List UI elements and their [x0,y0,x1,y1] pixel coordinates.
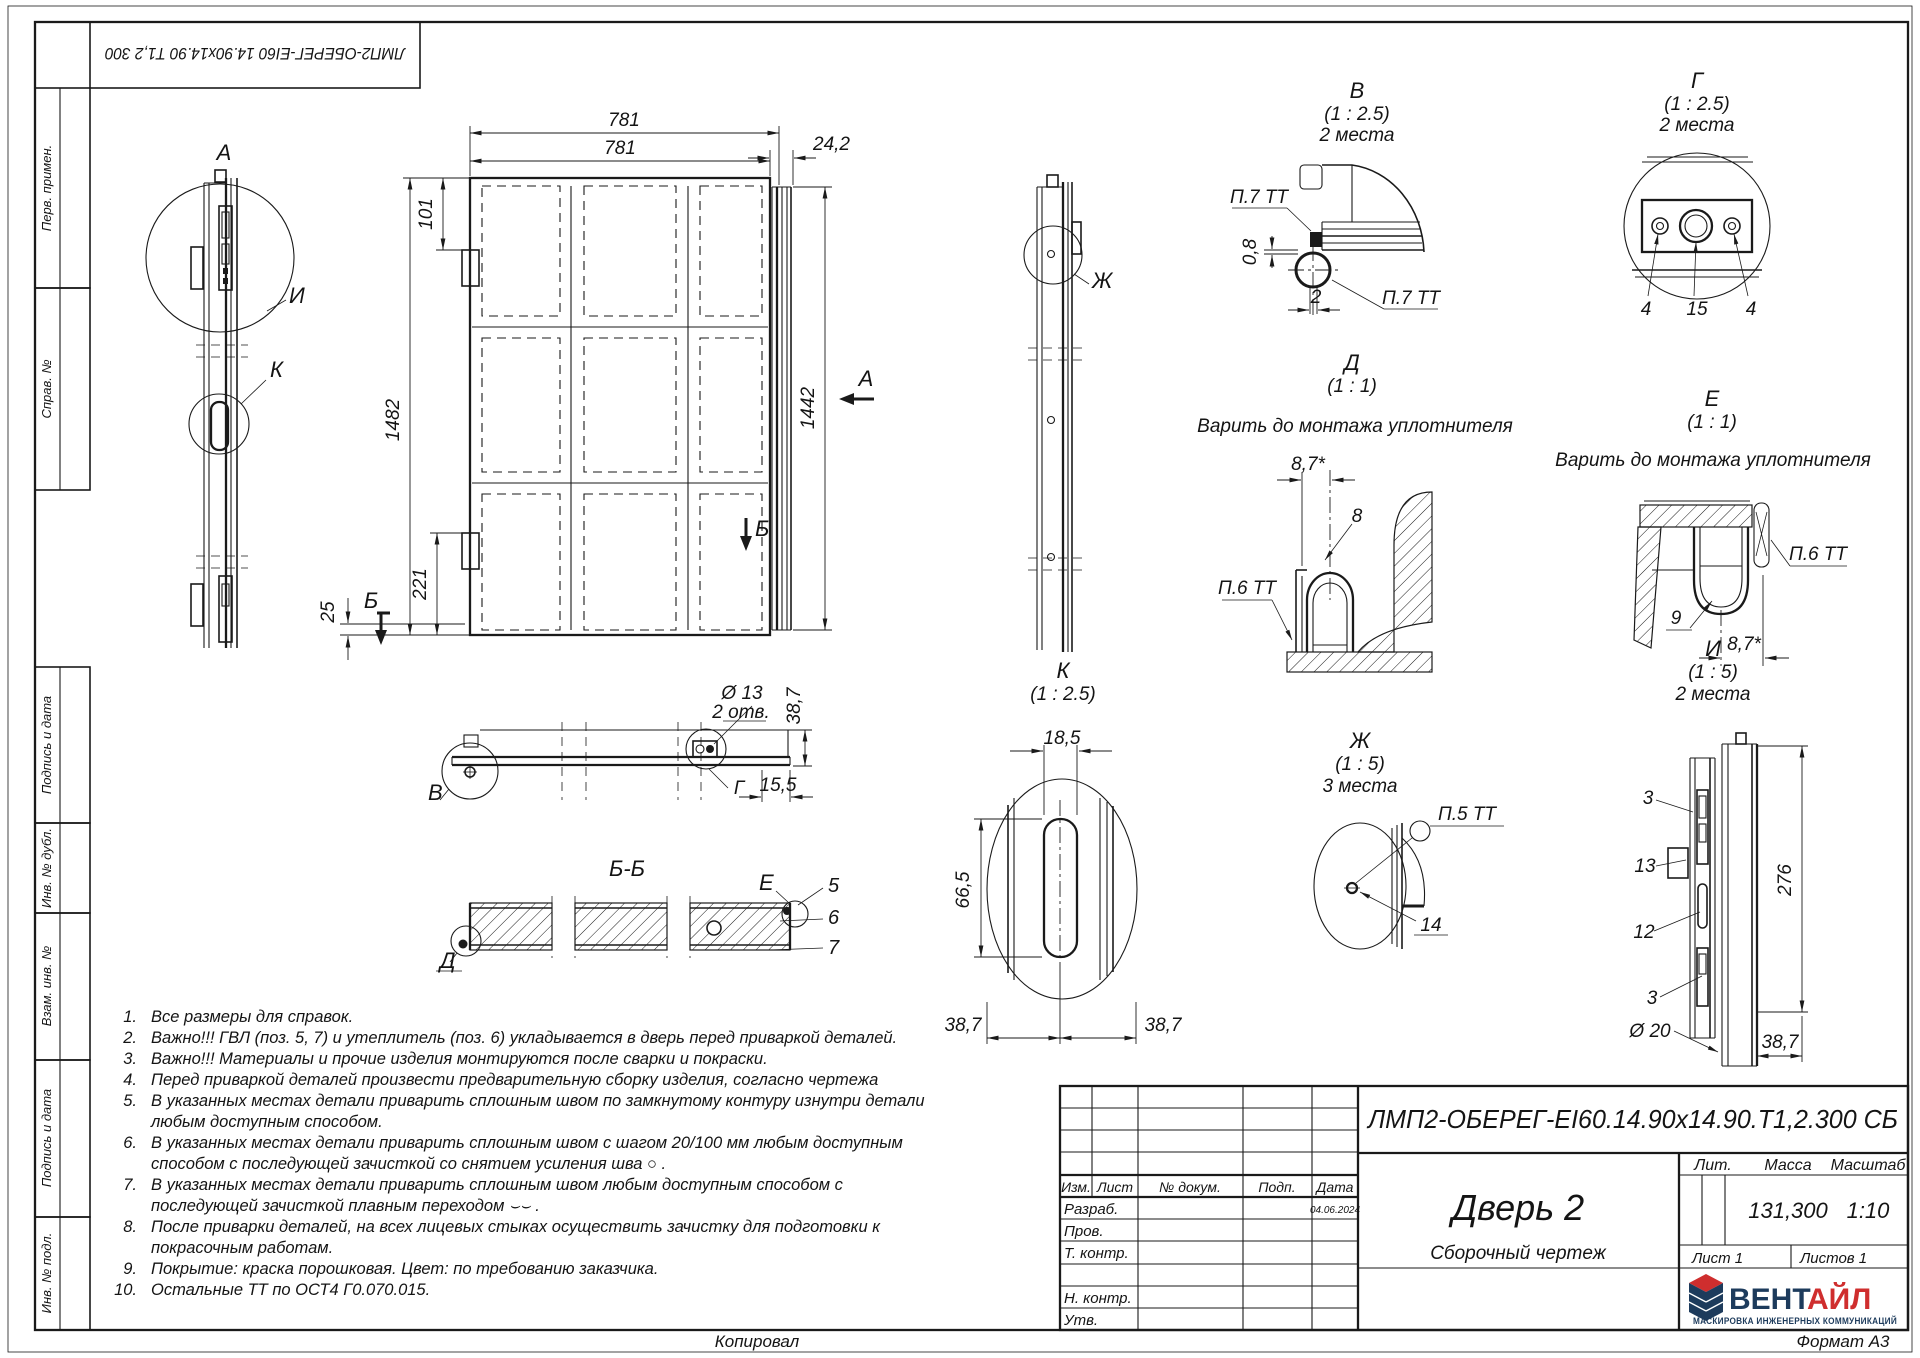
margin-cell [35,913,90,1060]
callout-d: Д [440,948,456,973]
detail-i-scale: (1 : 5) [1688,662,1738,683]
margin-label: Подпись и дата [39,1088,54,1188]
note-item [103,1217,927,1259]
note-number: 6. [123,1134,137,1152]
panel-grid [482,186,762,630]
callout-e: Е [759,870,774,895]
note-number: 5. [123,1092,137,1110]
dim-781-inner: 781 [604,138,636,159]
note-item [103,1028,927,1049]
margin-label: Справ. № [39,359,54,419]
balloon-6: 6 [828,907,840,929]
note-item [103,1175,927,1217]
dim-38-7-plan: 38,7 [784,687,805,725]
margin-cell [35,1060,90,1217]
col-list: Лист [1096,1179,1134,1195]
technical-notes [103,1007,927,1301]
ventail-logo [1689,1274,1917,1326]
detail-i [1628,636,1808,1066]
dim-1482: 1482 [383,398,404,442]
view-plan [428,683,813,805]
note-item [103,1007,927,1028]
detail-i-title: И [1705,636,1721,661]
detail-d [1197,350,1513,672]
note-number: 3. [123,1050,137,1068]
footer-format: Формат А3 [1796,1332,1890,1351]
dim-0-8: 0,8 [1240,238,1261,266]
detail-e-title: Е [1704,386,1720,411]
callout-v: В [428,780,443,805]
balloon-7: 7 [828,937,840,959]
note-item [103,1280,927,1301]
note-number: 1. [123,1008,137,1026]
doc-type: Сборочный чертеж [1430,1243,1606,1264]
note-number: 4. [123,1071,137,1089]
dim-276: 276 [1775,864,1796,896]
weld-note-p7-top: П.7 ТТ [1229,187,1289,208]
detail-zh-title: Ж [1349,728,1371,753]
detail-i-places: 2 места [1675,684,1751,705]
note-item [103,1049,927,1070]
detail-circle-zh [1024,226,1082,284]
section-bb-body [459,896,792,958]
callout-9: 9 [1670,608,1682,629]
detail-k-scale: (1 : 2.5) [1030,684,1096,705]
note-item [103,1070,927,1091]
section-bb-title: Б-Б [609,856,645,881]
margin-cell [35,667,90,823]
col-dokum: № докум. [1159,1179,1221,1195]
view-a-title: А [216,140,232,165]
detail-e-scale: (1 : 1) [1687,412,1737,433]
detail-e [1555,386,1871,666]
callout-13: 13 [1634,856,1656,877]
callout-3b: 3 [1646,988,1658,1009]
dim-38-7-i: 38,7 [1761,1032,1799,1053]
dim-781-outer: 781 [608,110,640,131]
ventail-logo-icon [1689,1274,1723,1321]
weld-note-p6-d: П.6 ТТ [1217,578,1277,599]
dim-25: 25 [318,601,339,623]
detail-zh-scale: (1 : 5) [1335,754,1385,775]
note-number: 2. [123,1029,137,1047]
detail-k-title: К [1056,658,1070,683]
sheets-total: Листов 1 [1800,1250,1868,1267]
note-item [103,1091,927,1133]
mass-value: 131,300 [1748,1198,1828,1223]
detail-g [1624,68,1770,320]
detail-zh [1314,728,1504,949]
mass-label: Масса [1764,1157,1812,1174]
note-item [103,1259,927,1280]
detail-d-title: Д [1344,350,1360,375]
detail-d-scale: (1 : 1) [1327,376,1377,397]
scale-value: 1:10 [1846,1198,1890,1223]
hole-dia-13: Ø 13 [721,683,763,704]
margin-label: Инв. № подл. [39,1232,54,1314]
section-mark-b-right: Б [755,516,770,541]
note-text: Важно!!! ГВЛ (поз. 5, 7) и утеплитель (поз. 6) укладывается в дверь перед приваркой деталей. [151,1029,898,1047]
dim-d20: Ø 20 [1629,1021,1671,1042]
callout-8: 8 [1351,506,1363,527]
margin-label: Инв. № дубл. [39,828,54,908]
callout-zh: Ж [1092,268,1113,293]
callout-4-right: 4 [1745,299,1757,320]
note-number: 8. [123,1218,137,1236]
view-side [1024,175,1114,652]
doc-name: Дверь 2 [1451,1187,1585,1228]
margin-label: Взам. инв. № [39,945,54,1027]
margin-cell [35,1217,90,1330]
sheet-number: Лист 1 [1692,1250,1744,1267]
view-arrow-a-label: А [858,366,874,391]
detail-d-note: Варить до монтажа уплотнителя [1197,416,1513,437]
row-nkontr: Н. контр. [1064,1290,1132,1307]
logo-text-vent: ВЕНТ [1729,1283,1811,1316]
date-value: 04.06.2024 [1309,1205,1361,1216]
col-podp: Подп. [1258,1179,1296,1195]
note-item [103,1133,927,1175]
view-main-front [318,110,874,660]
col-izm: Изм. [1061,1179,1091,1195]
detail-g-places: 2 места [1659,115,1735,136]
callout-3a: 3 [1642,788,1654,809]
title-block [1060,1086,1917,1330]
dim-101: 101 [416,198,437,230]
callout-4-left: 4 [1640,299,1652,320]
dim-38-7-right: 38,7 [1144,1015,1182,1036]
detail-v-title: В [1349,78,1365,103]
view-left-profile [146,140,305,648]
weld-note-p7-bottom: П.7 ТТ [1381,288,1441,309]
note-text: Покрытие: краска порошковая. Цвет: по требованию заказчика. [151,1260,659,1278]
col-data: Дата [1316,1179,1354,1195]
section-bb [436,856,840,973]
callout-g: Г [733,778,745,799]
note-number: 10. [114,1281,137,1299]
margin-cells [35,88,90,1330]
detail-v-places: 2 места [1319,125,1395,146]
footer [715,1332,1890,1351]
section-mark-b-left: Б [363,588,379,613]
balloon-5: 5 [828,875,840,897]
footer-copied: Копировал [714,1332,800,1351]
lit-label: Лит. [1694,1157,1732,1174]
row-utv: Утв. [1064,1312,1099,1329]
note-text: В указанных местах детали приварить сплошным швом с шагом 20/100 мм любым доступным способом с последующей зачисткой со снятием усиления шва ○ . [151,1134,903,1173]
note-text: Все размеры для справок. [151,1008,354,1026]
dim-8-7-d: 8,7* [1291,454,1325,475]
margin-cell [35,88,90,288]
dim-38-7-left: 38,7 [944,1015,982,1036]
note-text: Важно!!! Материалы и прочие изделия монтируются после сварки и покраски. [151,1050,768,1068]
dim-221: 221 [410,568,431,600]
detail-zh-places: 3 места [1322,776,1398,797]
callout-12: 12 [1633,922,1655,943]
note-number: 7. [123,1176,137,1194]
dim-2: 2 [1310,287,1322,308]
hole-qty: 2 отв. [712,702,770,723]
mirrored-designation: ЛМП2-ОБЕРЕГ-EI60 14.90х14.90 Т1,2 300 [104,44,406,63]
detail-g-scale: (1 : 2.5) [1664,94,1730,115]
margin-label: Подпись и дата [39,695,54,795]
detail-v-scale: (1 : 2.5) [1324,104,1390,125]
margin-cell [35,288,90,490]
callout-15: 15 [1686,299,1708,320]
callout-14: 14 [1420,915,1442,936]
margin-label: Перв. примен. [39,144,54,232]
logo-text-ail: АЙЛ [1807,1283,1872,1316]
row-razrab: Разраб. [1064,1201,1119,1218]
note-text: После приварки деталей, на всех лицевых стыках осуществить зачистку для подготовки к покрасочным работам. [151,1218,880,1257]
detail-e-note: Варить до монтажа уплотнителя [1555,450,1871,471]
detail-v [1230,78,1441,318]
dim-15-5: 15,5 [759,775,797,796]
dim-18-5: 18,5 [1043,728,1081,749]
detail-g-title: Г [1691,68,1703,93]
row-tkontr: Т. контр. [1064,1245,1129,1262]
top-mirrored-stamp [90,22,420,88]
designation: ЛМП2-ОБЕРЕГ-EI60.14.90х14.90.Т1,2.300 СБ [1366,1104,1899,1134]
dim-24-2: 24,2 [813,134,850,155]
detail-k [945,658,1183,1044]
note-text: Перед приваркой деталей произвести предварительную сборку изделия, согласно чертежа [151,1071,879,1089]
weld-note-p5: П.5 ТТ [1437,804,1497,825]
note-text: В указанных местах детали приварить сплошным швом по замкнутому контуру изнутри детали любым доступным способом. [151,1092,925,1131]
weld-note-p6-e: П.6 ТТ [1788,544,1848,565]
logo-tagline: МАСКИРОВКА ИНЖЕНЕРНЫХ КОММУНИКАЦИЙ [1693,1316,1917,1326]
callout-i: И [289,283,305,308]
dim-66-5: 66,5 [953,871,974,909]
note-text: Остальные ТТ по ОСТ4 Г0.070.015. [151,1281,431,1299]
callout-k: К [270,357,283,382]
note-text: В указанных местах детали приварить сплошным швом любым доступным способом с последующей зачисткой плавным переходом ⌣⌣ . [151,1176,843,1215]
row-prov: Пров. [1064,1223,1104,1240]
margin-cell [35,823,90,913]
note-number: 9. [123,1260,137,1278]
scale-label: Масштаб [1830,1157,1906,1174]
dim-8-7-e: 8,7* [1727,634,1761,655]
dim-1442: 1442 [798,386,819,430]
